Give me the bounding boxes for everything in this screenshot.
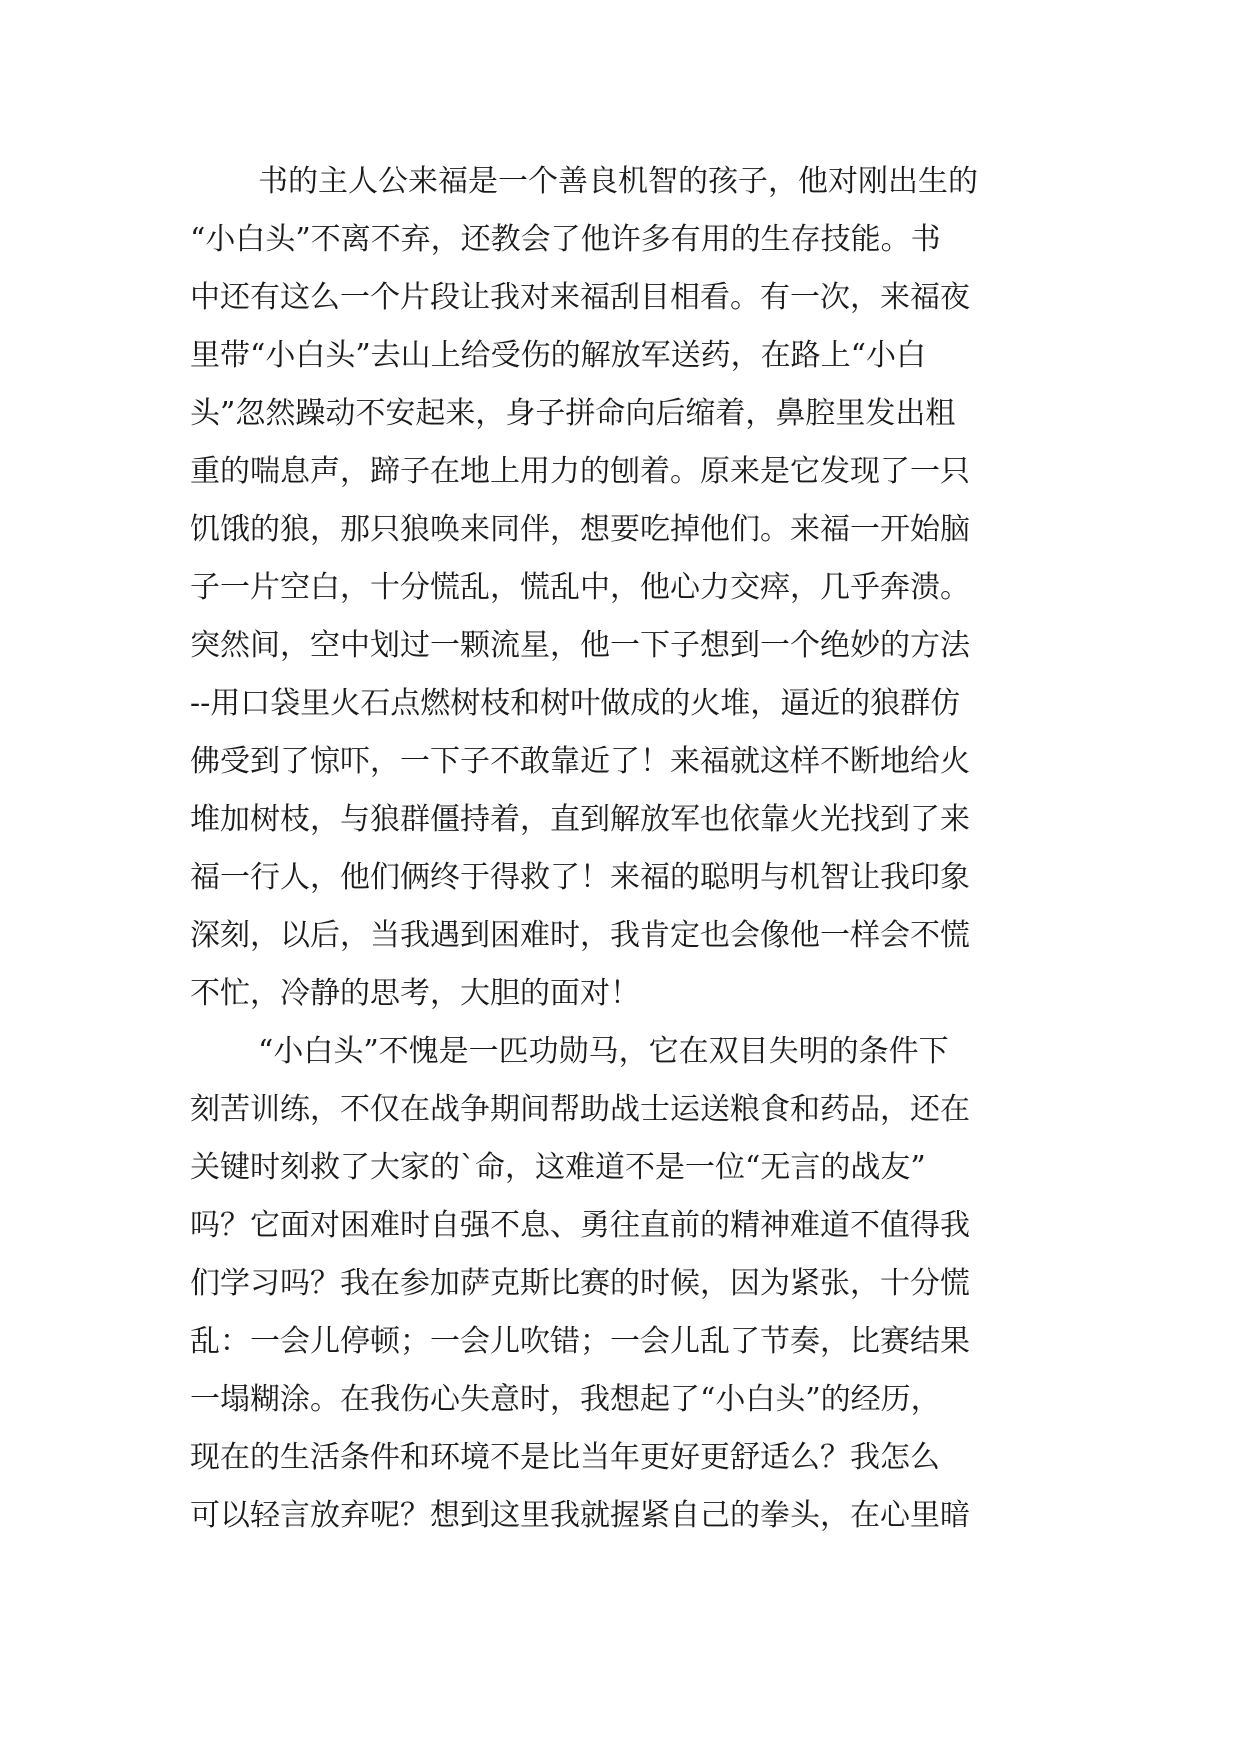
paragraph-1-line-4: 里带“小白头”去山上给受伤的解放军送药，在路上“小白: [190, 338, 927, 373]
paragraph-2-line-8: 现在的生活条件和环境不是比当年更好更舒适么？我怎么: [190, 1440, 940, 1475]
paragraph-1-line-12: 堆加树枝，与狼群僵持着，直到解放军也依靠火光找到了来: [190, 802, 970, 837]
paragraph-1-line-14: 深刻，以后，当我遇到困难时，我肯定也会像他一样会不慌: [190, 918, 970, 953]
paragraph-1-line-2: “小白头”不离不弃，还教会了他许多有用的生存技能。书: [190, 222, 941, 257]
paragraph-1-line-8: 子一片空白，十分慌乱，慌乱中，他心力交瘁，几乎奔溃。: [190, 570, 970, 605]
paragraph-2-line-1: “小白头”不愧是一匹功勋马，它在双目失明的条件下: [258, 1034, 949, 1069]
paragraph-2-line-7: 一塌糊涂。在我伤心失意时，我想起了“小白头”的经历，: [190, 1382, 941, 1417]
paragraph-1-line-11: 佛受到了惊吓，一下子不敢靠近了！来福就这样不断地给火: [190, 744, 970, 779]
paragraph-1-line-13: 福一行人，他们俩终于得救了！来福的聪明与机智让我印象: [190, 860, 970, 895]
paragraph-1-line-10: --用口袋里火石点燃树枝和树叶做成的火堆，逼近的狼群仿: [190, 686, 961, 721]
paragraph-2-line-3: 关键时刻救了大家的`命，这难道不是一位“无言的战友”: [190, 1150, 926, 1185]
paragraph-2-line-9: 可以轻言放弃呢？想到这里我就握紧自己的拳头，在心里暗: [190, 1498, 970, 1533]
paragraph-1-line-15: 不忙，冷静的思考，大胆的面对！: [190, 976, 640, 1011]
paragraph-2-line-2: 刻苦训练，不仅在战争期间帮助战士运送粮食和药品，还在: [190, 1092, 970, 1127]
paragraph-1-line-7: 饥饿的狼，那只狼唤来同伴，想要吃掉他们。来福一开始脑: [190, 512, 970, 547]
paragraph-2-line-4: 吗？它面对困难时自强不息、勇往直前的精神难道不值得我: [190, 1208, 970, 1243]
paragraph-1-line-3: 中还有这么一个片段让我对来福刮目相看。有一次，来福夜: [190, 280, 970, 315]
paragraph-1-line-9: 突然间，空中划过一颗流星，他一下子想到一个绝妙的方法: [190, 628, 970, 663]
body-text: [190, 153, 1070, 1545]
paragraph-2-line-6: 乱：一会儿停顿；一会儿吹错；一会儿乱了节奏，比赛结果: [190, 1324, 970, 1359]
paragraph-1-line-6: 重的喘息声，蹄子在地上用力的刨着。原来是它发现了一只: [190, 454, 970, 489]
paragraph-1-line-5: 头”忽然躁动不安起来，身子拼命向后缩着，鼻腔里发出粗: [190, 396, 956, 431]
paragraph-2-line-5: 们学习吗？我在参加萨克斯比赛的时候，因为紧张，十分慌: [190, 1266, 970, 1301]
paragraph-1-line-1: 书的主人公来福是一个善良机智的孩子，他对刚出生的: [258, 164, 978, 199]
